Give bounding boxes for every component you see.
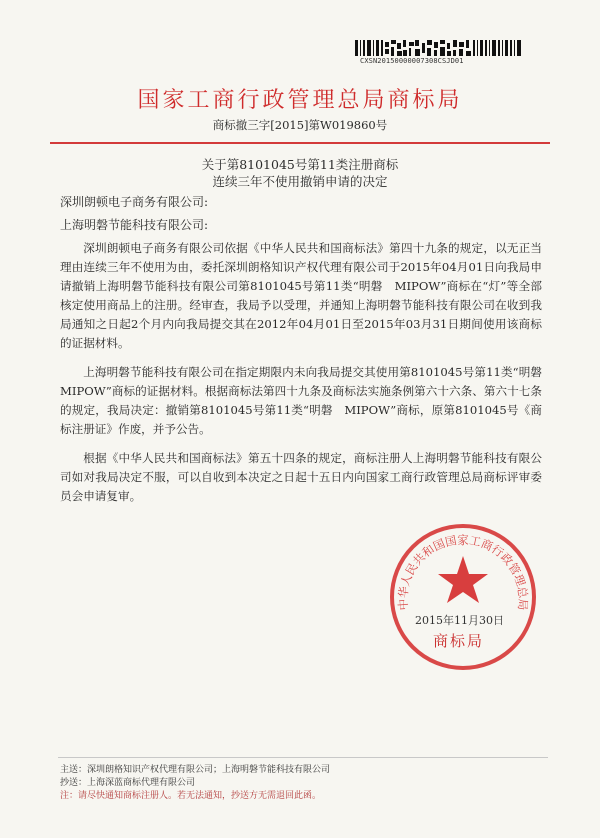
document-title-line: 连续三年不使用撤销申请的决定 — [212, 174, 388, 189]
barcode-text: CXSN20150000007308CSJD01 — [360, 57, 464, 65]
issuer-title: 国家工商行政管理总局商标局 — [137, 88, 463, 113]
paragraph: 深圳朗顿电子商务有限公司依据《中华人民共和国商标法》第四十九条的规定，以无正当理由连续三年不使用为由，委托深圳朗格知识产权代理有限公司于2015年04月01日向我局申请撤销上海明磐节能科技有限公司第8101045号第11类“明磐 MIPOW”商标在“灯”等全部核定使用商品上的注册。经审查，我局予以受理，并通知上海明磐节能科技有限公司在收到我局通知之日起2个月内向我局提交其在2012年04月01日至2015年03月31日期间使用该商标的证据材料。 — [60, 241, 542, 350]
reference-number: 商标撤三字[2015]第W019860号 — [212, 118, 388, 132]
footer-divider — [58, 757, 548, 758]
star-icon — [438, 556, 488, 603]
decision-date: 2015年11月30日 — [415, 614, 504, 627]
distribution-footer — [60, 764, 550, 803]
main-recipient: 主送：深圳朗格知识产权代理有限公司；上海明磐节能科技有限公司 — [60, 765, 331, 775]
cc-recipient: 抄送：上海深蓝商标代理有限公司 — [60, 778, 196, 788]
document-title-line: 关于第8101045号第11类注册商标 — [201, 157, 399, 172]
barcode — [355, 40, 521, 56]
footer-note: 注：请尽快通知商标注册人。若无法通知，抄送方无需退回此函。 — [60, 791, 322, 801]
addressee: 深圳朗顿电子商务有限公司: — [60, 195, 209, 209]
addressee: 上海明磐节能科技有限公司: — [60, 218, 209, 232]
seal-ring-text: 中华人民共和国国家工商行政管理总局 — [395, 532, 531, 611]
seal-name: 商标局 — [433, 632, 485, 650]
document-body — [60, 239, 554, 516]
paragraph: 上海明磐节能科技有限公司在指定期限内未向我局提交其使用第8101045号第11类“明磐 MIPOW”商标的证据材料。根据商标法第四十九条及商标法实施条例第六十六条、第六十七条的规定，我局决定：撤销第8101045号第11类“明磐 MIPOW”商标，原第8101045号《商标注册证》作废，并予公告。 — [60, 365, 554, 436]
header-divider — [50, 142, 550, 144]
paragraph: 根据《中华人民共和国商标法》第五十四条的规定，商标注册人上海明磐节能科技有限公司如对我局决定不服，可以自收到本决定之日起十五日内向国家工商行政管理总局商标评审委员会申请复审。 — [60, 451, 542, 503]
document-title — [0, 156, 600, 190]
